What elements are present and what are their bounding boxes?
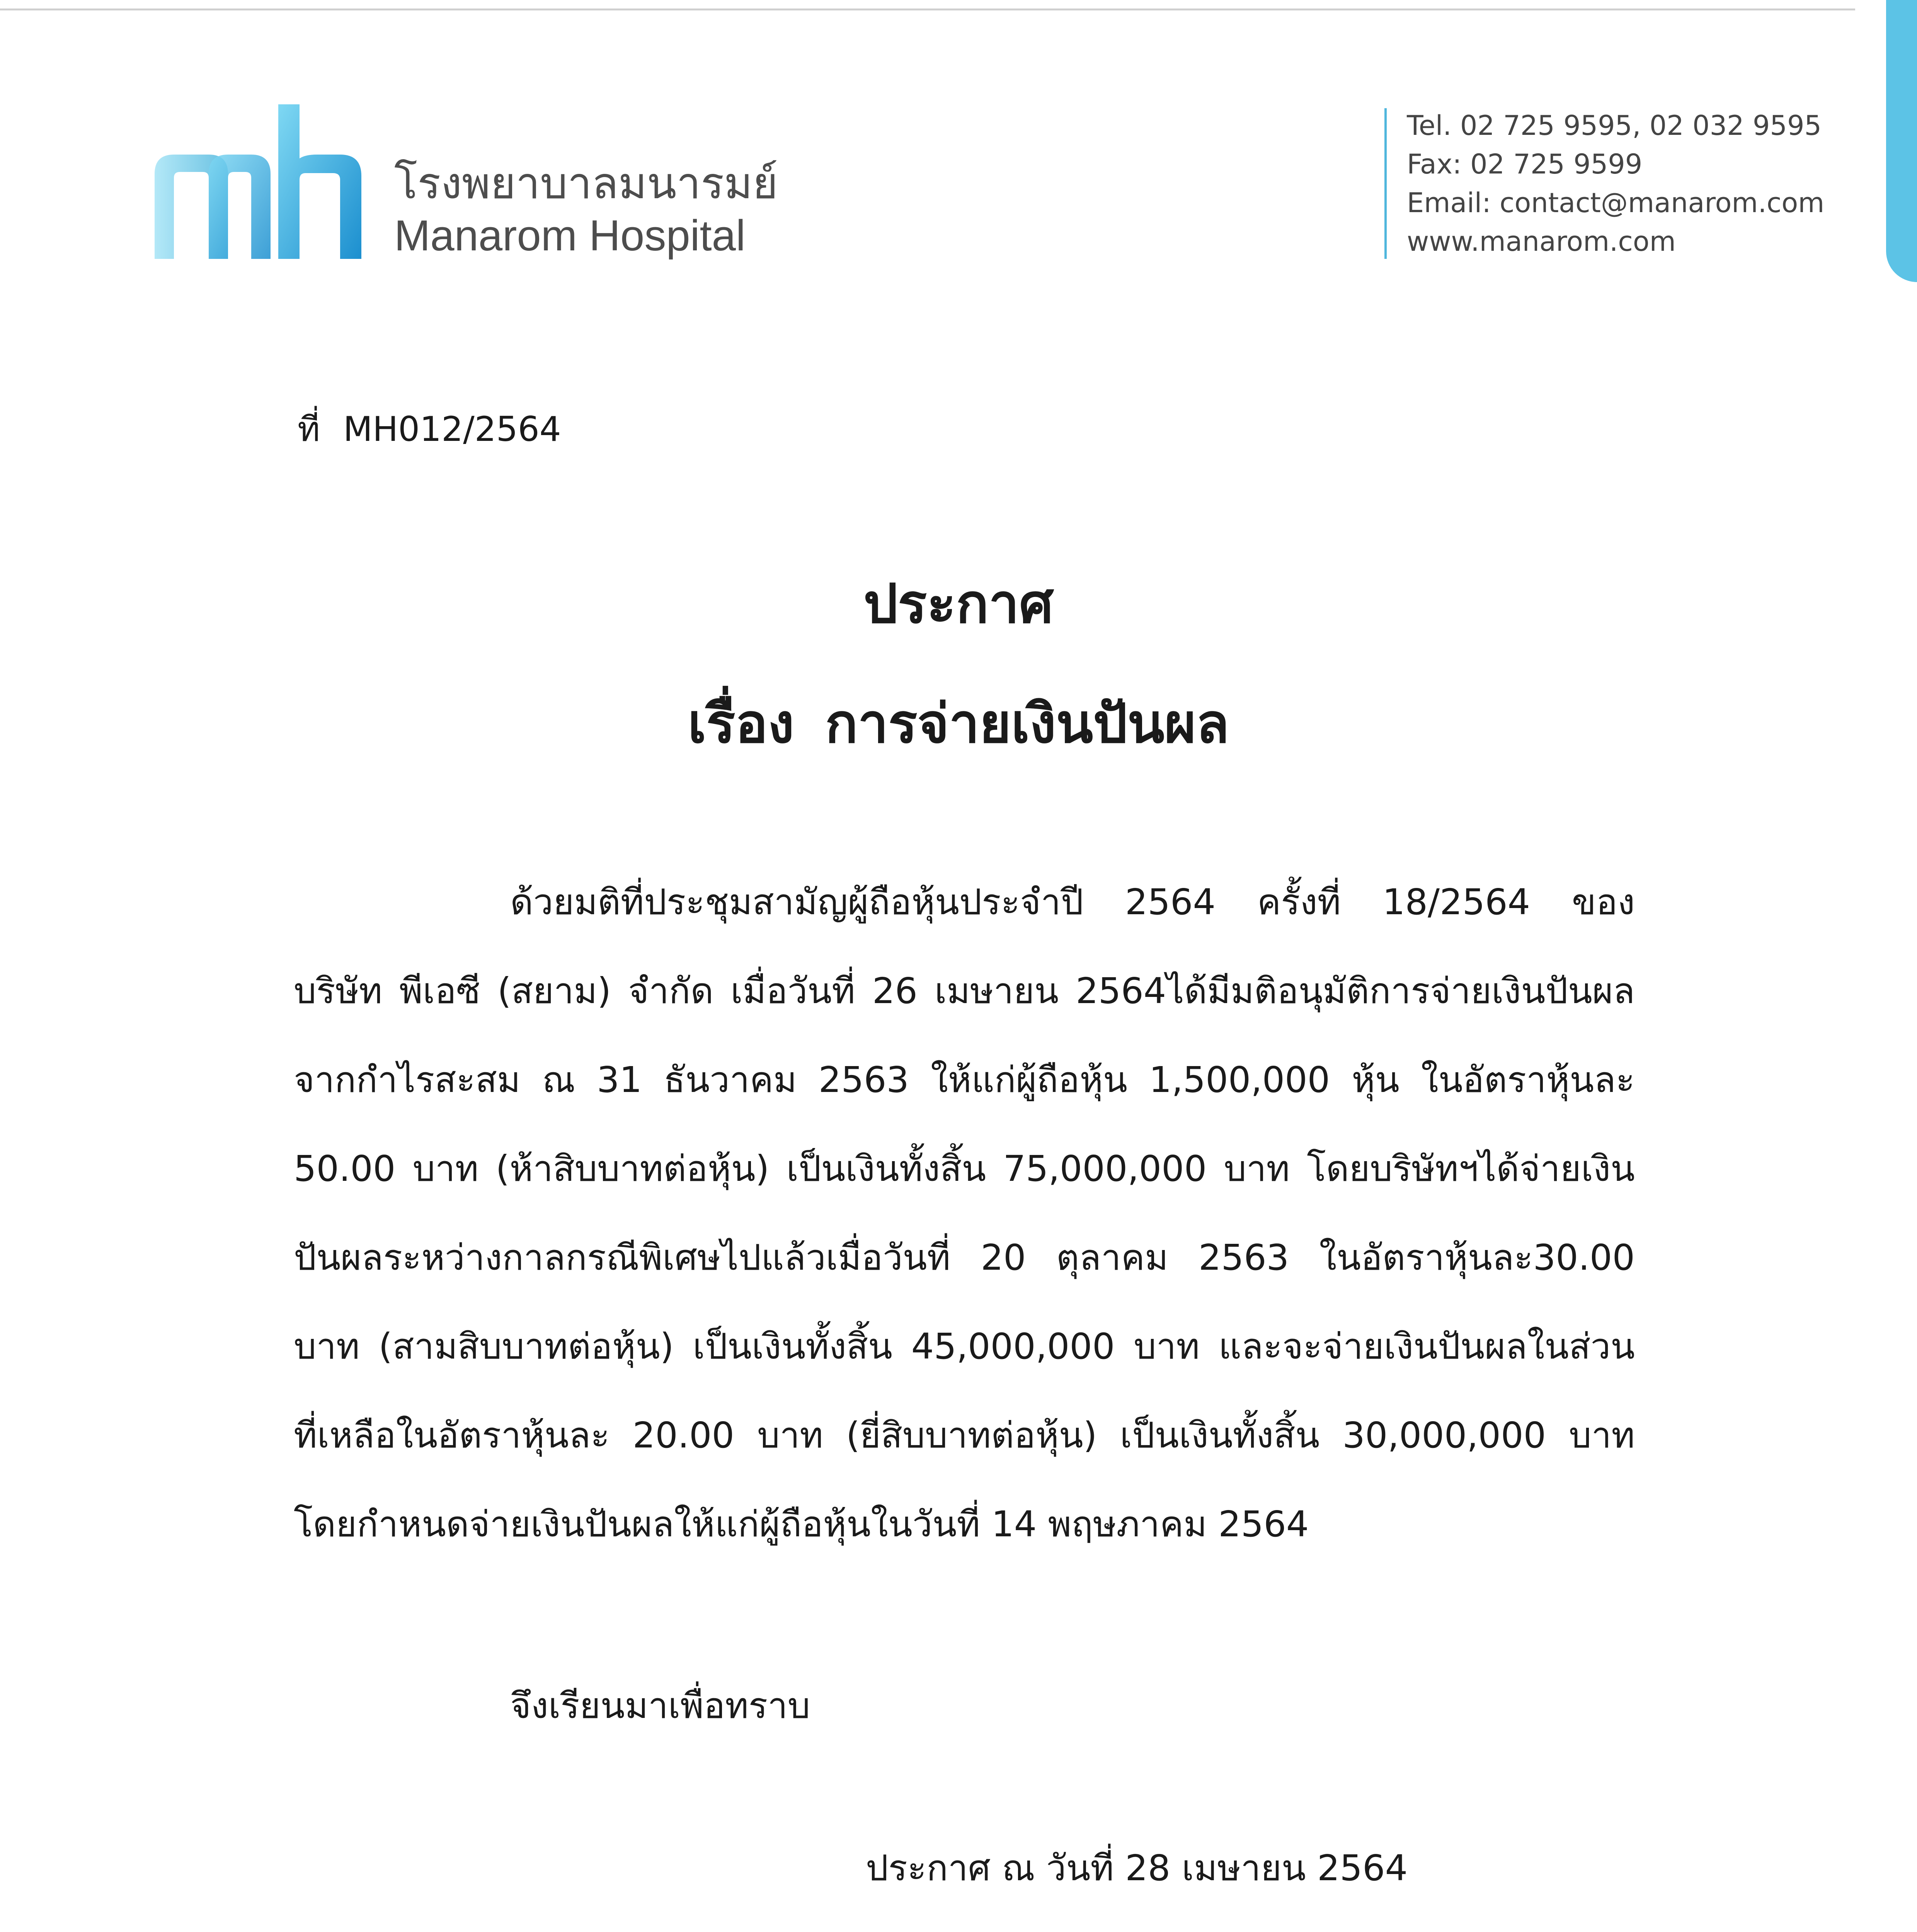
contact-fax: Fax: 02 725 9599 — [1407, 148, 1643, 180]
body-line: โดยกำหนดจ่ายเงินปันผลให้แก่ผู้ถือหุ้นในวันที่ 14 พฤษภาคม 2564 — [294, 1503, 1309, 1545]
top-border-line — [0, 9, 1855, 10]
body-line: บาท (สามสิบบาทต่อหุ้น) เป็นเงินทั้งสิ้น 45,000,000 บาท และจะจ่ายเงินปันผลในส่วน — [294, 1326, 1635, 1367]
document-title: ประกาศ — [863, 572, 1054, 636]
contact-website: www.manarom.com — [1407, 226, 1676, 257]
body-line: 50.00 บาท (ห้าสิบบาทต่อหุ้น) เป็นเงินทั้งสิ้น 75,000,000 บาท โดยบริษัทฯได้จ่ายเงิน — [294, 1148, 1635, 1189]
subject-text: การจ่ายเงินปันผล — [825, 692, 1229, 755]
right-accent-strip — [1886, 0, 1917, 282]
reference-value: MH012/2564 — [343, 409, 561, 449]
closing-text: จึงเรียนมาเพื่อทราบ — [510, 1685, 810, 1726]
contact-block — [1407, 106, 1824, 261]
hospital-logo-icon — [151, 104, 367, 267]
contact-email: Email: contact@manarom.com — [1407, 187, 1825, 219]
subject-label: เรื่อง — [688, 692, 794, 755]
reference-number — [298, 402, 584, 456]
logo-english-name: Manarom Hospital — [394, 211, 746, 260]
body-line: ปันผลระหว่างกาลกรณีพิเศษไปแล้วเมื่อวันที่ 20 ตุลาคม 2563 ในอัตราหุ้นละ30.00 — [294, 1237, 1635, 1278]
logo-thai-name: โรงพยาบาลมนารมย์ — [394, 158, 778, 209]
body-line: จากกำไรสะสม ณ 31 ธันวาคม 2563 ให้แก่ผู้ถือหุ้น 1,500,000 หุ้น ในอัตราหุ้นละ — [294, 1059, 1635, 1100]
contact-tel: Tel. 02 725 9595, 02 032 9595 — [1407, 110, 1822, 141]
document-subject — [0, 680, 1917, 766]
announcement-date: ประกาศ ณ วันที่ 28 เมษายน 2564 — [866, 1847, 1408, 1889]
body-line: ที่เหลือในอัตราหุ้นละ 20.00 บาท (ยี่สิบบาทต่อหุ้น) เป็นเงินทั้งสิ้น 30,000,000 บาท — [294, 1415, 1635, 1456]
body-line: บริษัท พีเอซี (สยาม) จำกัด เมื่อวันที่ 26 เมษายน 2564ได้มีมติอนุมัติการจ่ายเงินปันผล — [294, 970, 1635, 1012]
contact-divider — [1384, 108, 1387, 259]
announcement-body — [294, 858, 1635, 1569]
body-line: ด้วยมติที่ประชุมสามัญผู้ถือหุ้นประจำปี 2564 ครั้งที่ 18/2564 ของ — [510, 881, 1635, 923]
reference-label: ที่ — [298, 409, 320, 449]
